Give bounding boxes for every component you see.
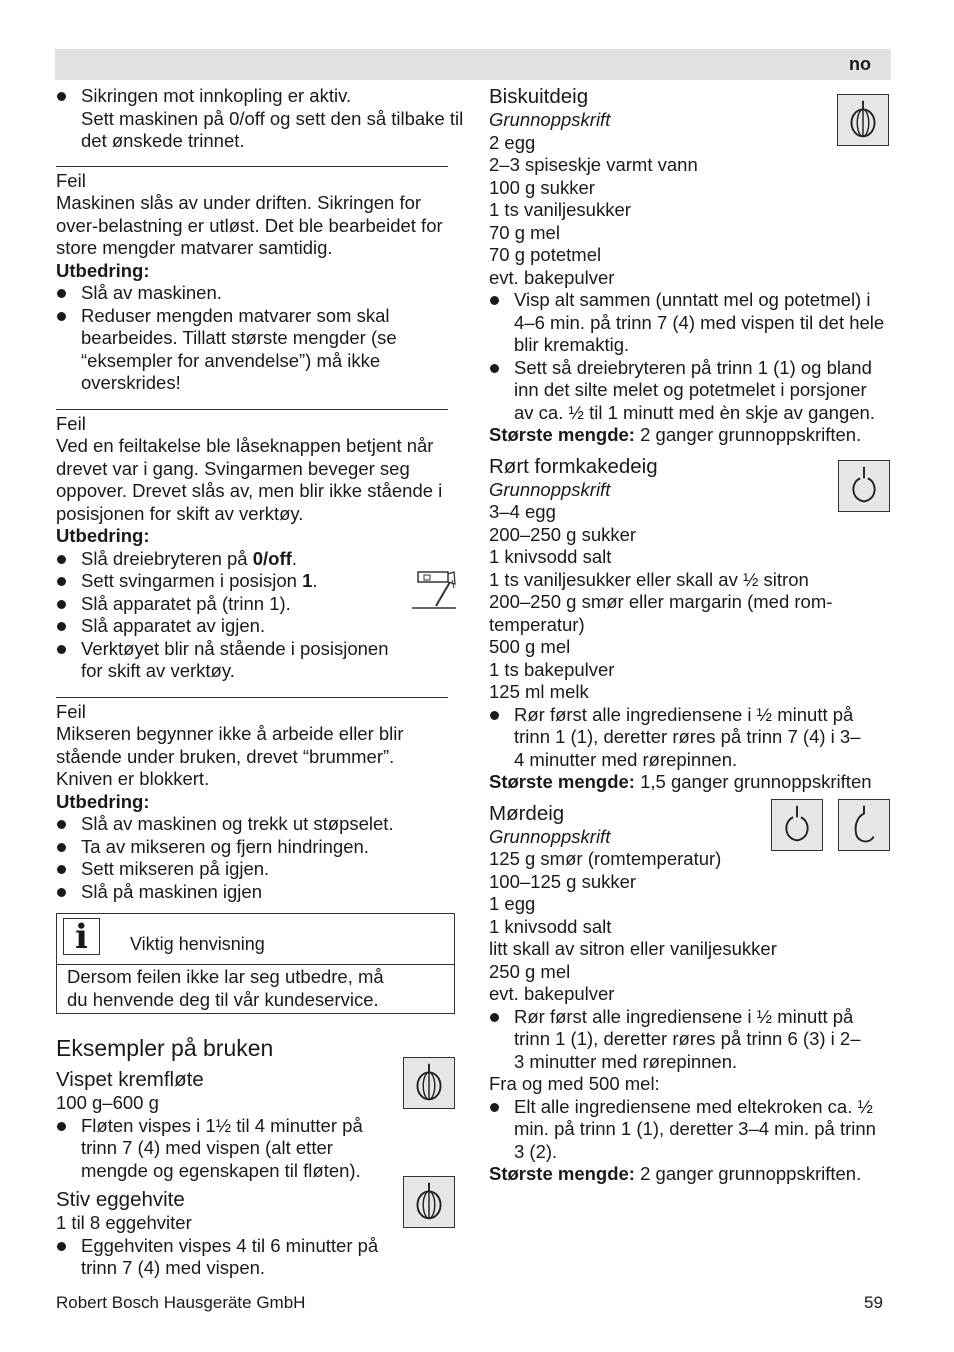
fault-title: Feil: [56, 169, 86, 191]
list-item: Rør først alle ingrediensene i ½ minutt på trinn 1 (1), deretter røres på trinn 6 (3) i 2–3 minutter med rørepinnen.: [489, 1006, 864, 1074]
ingredient: 125 g smør (romtemperatur): [489, 848, 722, 869]
recipe-steps: [56, 1235, 456, 1280]
list-item: Sikringen mot innkopling er aktiv. Sett maskinen på 0/off og sett den så tilbake til det ønskede trinnet.: [56, 85, 471, 153]
ingredient: 1 egg: [489, 893, 536, 914]
recipe-subtitle: Grunnoppskrift: [489, 478, 611, 500]
whisk-icon: [837, 94, 889, 146]
language-header-bar: [55, 49, 891, 80]
list-item: Visp alt sammen (unntatt mel og potetmel) i 4–6 min. på trinn 7 (4) med vispen til det hele blir kremaktig.: [489, 289, 891, 357]
list-item: Eggehviten vispes 4 til 6 minutter på trinn 7 (4) med vispen.: [56, 1235, 381, 1280]
fault-description: Mikseren begynner ikke å arbeide eller blir stående under bruken, drevet “brummer”. Kniven er blokkert.: [56, 723, 404, 789]
fault-section-1: [56, 166, 448, 395]
ingredient: 100–125 g sukker: [489, 870, 637, 892]
fault-description: Ved en feiltakelse ble låseknappen betjent når drevet var i gang. Svingarmen beveger seg oppover. Drevet slås av, men blir ikke stående i posisjonen for skift av verktøy.: [56, 435, 443, 524]
list-item: Fløten vispes i 1½ til 4 minutter på trinn 7 (4) med vispen (alt etter mengde og egenskapen til fløten).: [56, 1115, 381, 1183]
fault-description: Maskinen slås av under driften. Sikringen for over-belastning er utløst. Det ble bearbeidet for store mengder matvarer samtidig.: [56, 192, 443, 258]
ingredient-list: [489, 848, 891, 1006]
ingredient: 3–4 egg: [489, 501, 556, 522]
list-item: Slå av maskinen.: [56, 282, 448, 305]
whisk-icon: [403, 1176, 455, 1228]
fix-label: Utbedring:: [56, 525, 150, 546]
recipe-subtitle: Grunnoppskrift: [489, 109, 611, 130]
mixer-arm-illustration: [410, 568, 458, 614]
list-item: Sett svingarmen i posisjon 1.: [56, 570, 448, 593]
ingredient: 500 g mel: [489, 636, 571, 657]
recipe-steps: [489, 1006, 891, 1074]
right-column: [489, 85, 891, 1186]
fix-list: [56, 813, 448, 903]
ingredient: 1 ts vaniljesukker: [489, 199, 631, 220]
recipe-note: Fra og med 500 mel:: [489, 1073, 660, 1094]
list-item: Slå på maskinen igjen: [56, 881, 448, 904]
language-code: no: [849, 54, 871, 74]
recipe-quantity: 100 g–600 g: [56, 1092, 159, 1113]
important-notice-box: [56, 913, 455, 1014]
fix-label: Utbedring:: [56, 259, 150, 281]
list-item: Sett så dreiebryteren på trinn 1 (1) og bland inn det silte melet og potetmelet i porsjoner av ca. ½ til 1 minutt med èn skje av gangen.: [489, 357, 891, 425]
recipe-title: Vispet kremfløte: [56, 1068, 204, 1091]
recipe-steps: [56, 1115, 456, 1183]
ingredient: 70 g potetmel: [489, 244, 602, 265]
ingredient: 125 ml melk: [489, 681, 589, 702]
ingredient-list: [489, 501, 891, 704]
list-item: Slå av maskinen og trekk ut støpselet.: [56, 813, 448, 836]
left-column: [56, 85, 464, 1280]
beater-icon: [838, 460, 890, 512]
recipe-steps: [489, 1096, 891, 1164]
ingredient: 2–3 spiseskje varmt vann: [489, 154, 698, 175]
fix-list: [56, 282, 448, 395]
list-item: Slå apparatet på (trinn 1).: [56, 593, 448, 616]
intro-list: [56, 85, 464, 153]
section-title: Eksempler på bruken: [56, 1035, 274, 1061]
recipe-title: Mørdeig: [489, 801, 565, 825]
recipe-quantity: 1 til 8 eggehviter: [56, 1212, 192, 1233]
ingredient: 1 ts bakepulver: [489, 658, 615, 680]
ingredient: 250 g mel: [489, 960, 571, 982]
ingredient: 1 knivsodd salt: [489, 915, 612, 937]
beater-icon: [771, 799, 823, 851]
ingredient: evt. bakepulver: [489, 983, 615, 1004]
list-item: Rør først alle ingrediensene i ½ minutt på trinn 1 (1), deretter røres på trinn 7 (4) i 3–4 minutter med rørepinnen.: [489, 704, 864, 772]
list-item: Elt alle ingrediensene med eltekroken ca. ½ min. på trinn 1 (1), deretter 3–4 min. på trinn 3 (2).: [489, 1096, 879, 1164]
ingredient-list: [489, 132, 891, 290]
ingredient: 1 knivsodd salt: [489, 546, 612, 567]
ingredient: 100 g sukker: [489, 176, 595, 198]
recipe-title: Stiv eggehvite: [56, 1188, 185, 1211]
ingredient: 2 egg: [489, 131, 536, 153]
list-item: Slå apparatet av igjen.: [56, 615, 448, 638]
notice-header: [57, 914, 454, 965]
page-number: 59: [864, 1293, 883, 1312]
notice-body: Dersom feilen ikke lar seg utbedre, må du henvende deg til vår kundeservice.: [67, 966, 384, 1010]
recipe-subtitle: Grunnoppskrift: [489, 825, 611, 847]
whisk-icon: [403, 1057, 455, 1109]
ingredient: litt skall av sitron eller vaniljesukker: [489, 938, 777, 959]
kneading-hook-icon: [838, 799, 890, 851]
list-item: Verktøyet blir nå stående i posisjonen for skift av verktøy.: [56, 638, 411, 683]
ingredient: 200–250 g smør eller margarin (med rom-temperatur): [489, 591, 833, 635]
ingredient: 70 g mel: [489, 221, 560, 243]
list-item: Ta av mikseren og fjern hindringen.: [56, 836, 448, 859]
max-quantity: Største mengde: 1,5 ganger grunnoppskriften: [489, 771, 872, 792]
ingredient: 200–250 g sukker: [489, 523, 637, 545]
recipe-title: Rørt formkakedeig: [489, 454, 658, 478]
ingredient: 1 ts vaniljesukker eller skall av ½ sitron: [489, 568, 809, 590]
footer-company: Robert Bosch Hausgeräte GmbH: [56, 1293, 306, 1312]
fault-section-2: [56, 409, 448, 683]
ingredient: evt. bakepulver: [489, 266, 615, 288]
fix-label: Utbedring:: [56, 790, 150, 812]
info-icon: i: [63, 918, 100, 955]
fault-title: Feil: [56, 412, 86, 434]
max-quantity: Største mengde: 2 ganger grunnoppskriften.: [489, 424, 862, 445]
notice-title: Viktig henvisning: [130, 934, 265, 954]
recipe-title: Biskuitdeig: [489, 85, 589, 108]
fault-title: Feil: [56, 700, 86, 722]
list-item: Sett mikseren på igjen.: [56, 858, 448, 881]
recipe-steps: [489, 704, 891, 772]
fault-section-3: [56, 697, 448, 904]
list-item: Reduser mengden matvarer som skal bearbeides. Tillatt største mengder (se “eksempler for anvendelse”) må ikke overskrides!: [56, 305, 411, 395]
max-quantity: Største mengde: 2 ganger grunnoppskriften.: [489, 1163, 862, 1184]
list-item: Slå dreiebryteren på 0/off.: [56, 548, 448, 571]
fix-list: [56, 548, 448, 683]
recipe-steps: [489, 289, 891, 424]
